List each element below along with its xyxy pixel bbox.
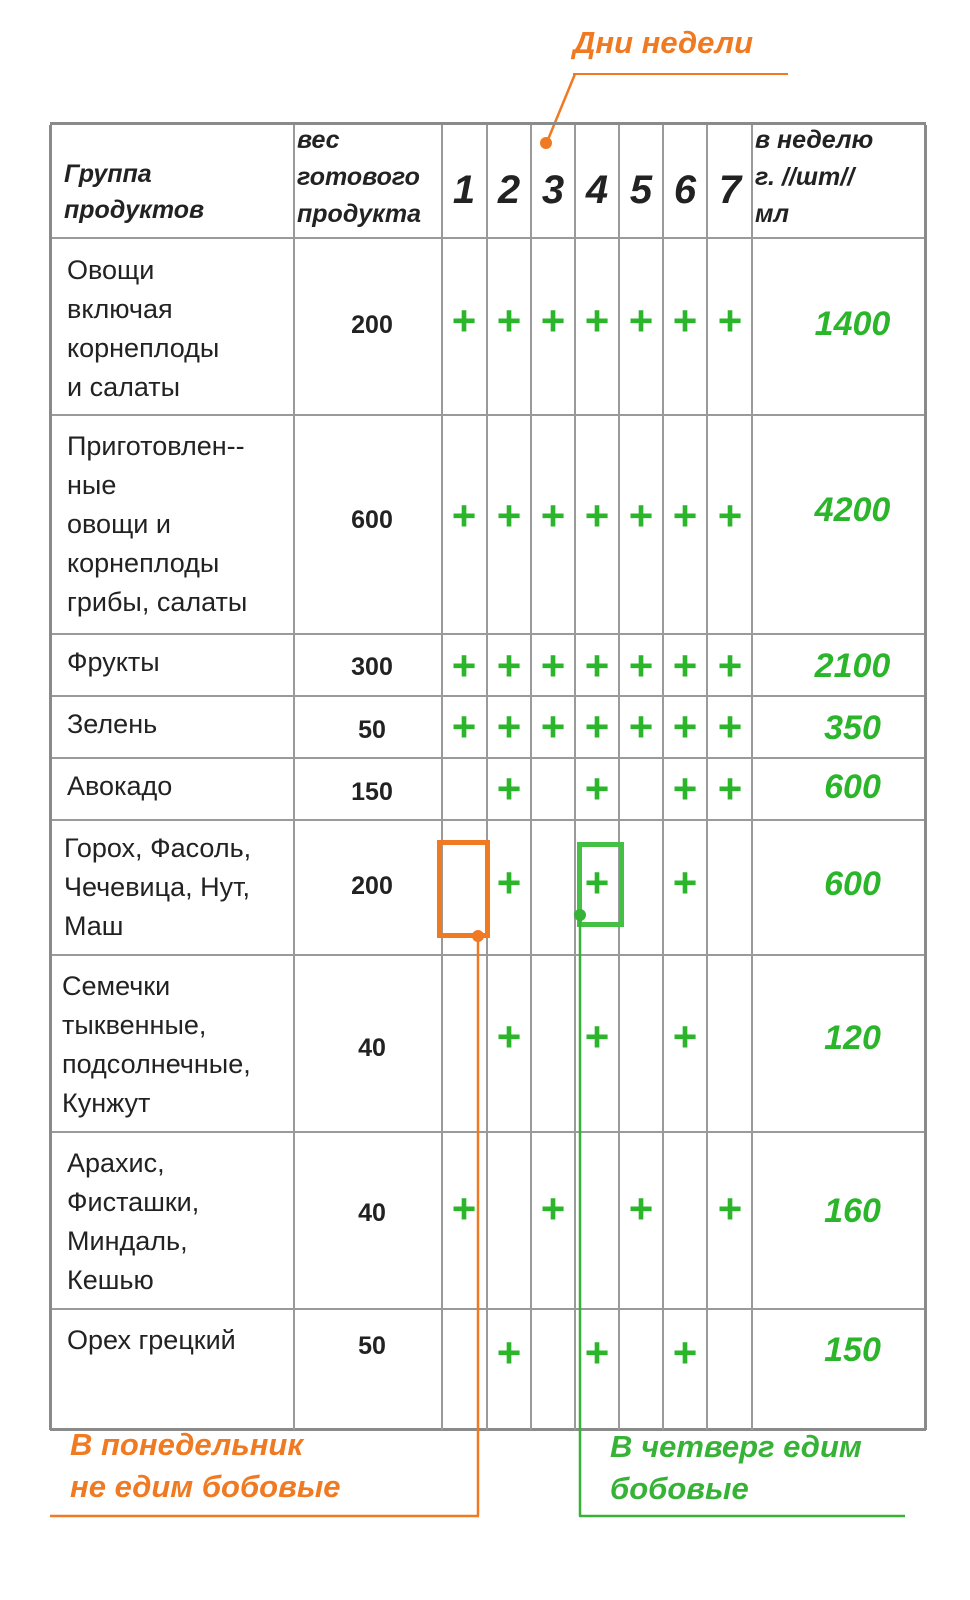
row-5-weight: 150 bbox=[351, 778, 393, 806]
days-of-week-label: Дни недели bbox=[573, 25, 754, 60]
day-mark-row-3-day-3: + bbox=[540, 642, 566, 689]
row-2-total: 4200 bbox=[814, 491, 891, 529]
day-mark-row-2-day-7: + bbox=[717, 492, 743, 539]
row-8-weight: 40 bbox=[358, 1199, 386, 1227]
day-mark-row-2-day-4: + bbox=[584, 492, 610, 539]
row-6-weight: 200 bbox=[351, 872, 393, 900]
row-9-name: Орех грецкий bbox=[67, 1325, 236, 1355]
day-mark-row-7-day-4: + bbox=[584, 1013, 610, 1060]
day-mark-row-4-day-2: + bbox=[496, 703, 522, 750]
day-mark-row-4-day-3: + bbox=[540, 703, 566, 750]
row-7-name: Семечки тыквенные, подсолнечные, Кунжут bbox=[62, 971, 251, 1118]
day-mark-row-1-day-6: + bbox=[672, 297, 698, 344]
day-mark-row-6-day-4: + bbox=[584, 859, 610, 906]
day-mark-row-8-day-7: + bbox=[717, 1185, 743, 1232]
row-7-weight: 40 bbox=[358, 1034, 386, 1062]
day-mark-row-1-day-1: + bbox=[451, 297, 477, 344]
day-mark-row-4-day-5: + bbox=[628, 703, 654, 750]
header-day-7: 7 bbox=[718, 168, 742, 212]
day-mark-row-4-day-7: + bbox=[717, 703, 743, 750]
header-day-3: 3 bbox=[541, 168, 565, 212]
day-mark-row-4-day-6: + bbox=[672, 703, 698, 750]
row-6-name: Горох, Фасоль, Чечевица, Нут, Маш bbox=[64, 833, 252, 941]
day-mark-row-5-day-4: + bbox=[584, 765, 610, 812]
row-7-total: 120 bbox=[824, 1019, 881, 1057]
day-mark-row-8-day-5: + bbox=[628, 1185, 654, 1232]
row-4-name: Зелень bbox=[67, 709, 158, 739]
header-day-6: 6 bbox=[673, 168, 697, 212]
day-mark-row-3-day-5: + bbox=[628, 642, 654, 689]
day-mark-row-8-day-1: + bbox=[451, 1185, 477, 1232]
day-mark-row-2-day-2: + bbox=[496, 492, 522, 539]
monday-note: В понедельник не едим бобовые bbox=[70, 1427, 341, 1504]
row-8-total: 160 bbox=[824, 1192, 881, 1230]
row-1-name: Овощи включая корнеплоды и салаты bbox=[67, 255, 220, 402]
day-mark-row-5-day-7: + bbox=[717, 765, 743, 812]
day-mark-row-5-day-2: + bbox=[496, 765, 522, 812]
row-5-name: Авокадо bbox=[67, 771, 173, 801]
row-3-weight: 300 bbox=[351, 653, 393, 681]
row-4-total: 350 bbox=[824, 709, 881, 747]
header-weight: вес готового продукта bbox=[297, 126, 421, 228]
day-mark-row-6-day-6: + bbox=[672, 859, 698, 906]
row-4-weight: 50 bbox=[358, 716, 386, 744]
header-day-1: 1 bbox=[452, 168, 476, 212]
day-mark-row-4-day-1: + bbox=[451, 703, 477, 750]
day-mark-row-2-day-3: + bbox=[540, 492, 566, 539]
thursday-note: В четверг едим бобовые bbox=[610, 1429, 862, 1506]
header-weekly: в неделю г. //шт// мл bbox=[755, 126, 874, 228]
row-6-total: 600 bbox=[824, 865, 881, 903]
day-mark-row-3-day-7: + bbox=[717, 642, 743, 689]
day-mark-row-3-day-6: + bbox=[672, 642, 698, 689]
day-mark-row-9-day-2: + bbox=[496, 1329, 522, 1376]
day-mark-row-1-day-7: + bbox=[717, 297, 743, 344]
row-9-weight: 50 bbox=[358, 1332, 386, 1360]
row-8-name: Арахис, Фисташки, Миндаль, Кешью bbox=[67, 1148, 200, 1295]
day-mark-row-5-day-6: + bbox=[672, 765, 698, 812]
header-day-2: 2 bbox=[497, 168, 521, 212]
day-mark-row-8-day-3: + bbox=[540, 1185, 566, 1232]
row-2-weight: 600 bbox=[351, 506, 393, 534]
header-day-4: 4 bbox=[585, 168, 609, 212]
day-mark-row-2-day-1: + bbox=[451, 492, 477, 539]
day-mark-row-3-day-2: + bbox=[496, 642, 522, 689]
day-mark-row-4-day-4: + bbox=[584, 703, 610, 750]
day-mark-row-7-day-6: + bbox=[672, 1013, 698, 1060]
day-mark-row-2-day-5: + bbox=[628, 492, 654, 539]
row-9-total: 150 bbox=[824, 1331, 881, 1369]
day-mark-row-1-day-2: + bbox=[496, 297, 522, 344]
day-mark-row-3-day-4: + bbox=[584, 642, 610, 689]
row-3-total: 2100 bbox=[814, 647, 891, 685]
day-mark-row-6-day-2: + bbox=[496, 859, 522, 906]
header-group: Группа продуктов bbox=[64, 160, 205, 224]
row-5-total: 600 bbox=[824, 768, 881, 806]
day-mark-row-9-day-6: + bbox=[672, 1329, 698, 1376]
row-1-total: 1400 bbox=[814, 305, 891, 343]
day-mark-row-9-day-4: + bbox=[584, 1329, 610, 1376]
day-mark-row-1-day-3: + bbox=[540, 297, 566, 344]
day-mark-row-1-day-4: + bbox=[584, 297, 610, 344]
row-2-name: Приготовлен-- ные овощи и корнеплоды грибы, салаты bbox=[67, 431, 248, 617]
day-mark-row-1-day-5: + bbox=[628, 297, 654, 344]
header-day-5: 5 bbox=[629, 168, 653, 212]
day-mark-row-3-day-1: + bbox=[451, 642, 477, 689]
day-mark-row-7-day-2: + bbox=[496, 1013, 522, 1060]
row-3-name: Фрукты bbox=[67, 647, 160, 677]
day-mark-row-2-day-6: + bbox=[672, 492, 698, 539]
row-1-weight: 200 bbox=[351, 311, 393, 339]
